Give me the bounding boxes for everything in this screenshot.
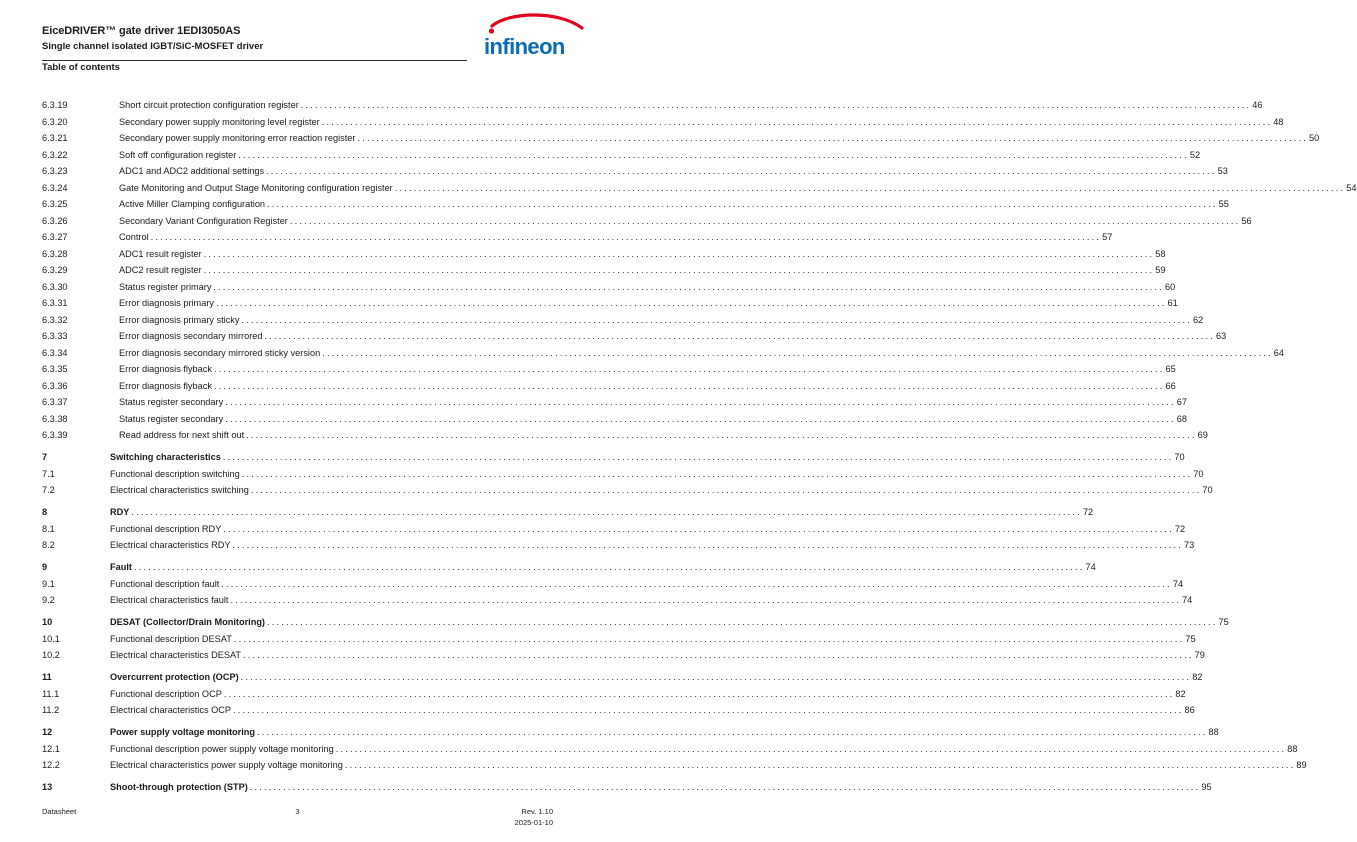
toc-entry-number: 6.3.31 — [42, 298, 68, 308]
toc-entry-page: 50 — [1308, 133, 1320, 143]
toc-entry[interactable] — [42, 363, 1176, 376]
toc-entry-number: 11 — [42, 672, 52, 682]
toc-entry-page: 63 — [1216, 331, 1227, 341]
toc-entry[interactable] — [42, 451, 1185, 464]
toc-entry-title: Overcurrent protection (OCP) — [110, 672, 239, 682]
toc-entry-page: 82 — [1192, 672, 1203, 682]
toc-entry-number: 6.3.21 — [42, 133, 68, 143]
toc-entry-title: Shoot-through protection (STP) — [110, 782, 248, 792]
toc-leader-dots: ........................................................................................................................................................................................................ — [221, 578, 1172, 589]
toc-entry-title: Status register primary — [119, 281, 212, 292]
toc-entry-title: Control — [119, 232, 149, 242]
toc-entry-number: 6.3.38 — [42, 413, 68, 424]
toc-entry-number: 10.2 — [42, 650, 60, 660]
toc-leader-dots: ........................................................................................................................................................................................................ — [223, 523, 1174, 534]
toc-entry-title: Functional description OCP — [110, 688, 222, 699]
toc-entry-title: Error diagnosis flyback — [119, 380, 212, 391]
toc-leader-dots: ........................................................................................................................................................................................................ — [267, 199, 1218, 209]
toc-entry-page: 75 — [1218, 617, 1229, 627]
toc-entry-number: 6.3.34 — [42, 347, 68, 358]
toc-entry-page: 82 — [1175, 688, 1186, 699]
toc-entry-title: Error diagnosis secondary mirrored sticky version — [119, 347, 321, 358]
toc-leader-dots: ........................................................................................................................................................................................................ — [233, 705, 1184, 715]
toc-entry-title: Status register secondary — [119, 413, 224, 424]
toc-entry-number: 8.2 — [42, 540, 55, 550]
toc-entry-page: 75 — [1185, 633, 1196, 644]
toc-entry-number: 7.2 — [42, 485, 55, 495]
document-title: EiceDRIVER™ gate driver 1EDI3050AS — [42, 25, 241, 37]
toc-leader-dots: ........................................................................................................................................................................................................ — [267, 617, 1218, 627]
toc-entry-number: 7.1 — [42, 468, 55, 479]
toc-entry-page: 56 — [1241, 215, 1252, 226]
toc-leader-dots: ........................................................................................................................................................................................................ — [250, 485, 1202, 495]
toc-entry[interactable] — [42, 248, 1166, 261]
toc-entry-title: Status register secondary — [119, 397, 224, 407]
toc-entry-title: RDY — [110, 507, 130, 517]
toc-entry-number: 6.3.25 — [42, 199, 68, 209]
toc-entry[interactable] — [42, 297, 1178, 310]
toc-entry[interactable] — [42, 347, 1284, 360]
toc-entry-page: 73 — [1184, 540, 1195, 550]
toc-entry-page: 88 — [1287, 743, 1298, 754]
toc-entry[interactable] — [42, 99, 1263, 112]
toc-entry-number: 13 — [42, 782, 53, 792]
toc-entry[interactable] — [42, 165, 1228, 178]
toc-entry[interactable] — [42, 561, 1096, 574]
toc-entry-title: Secondary power supply monitoring error reaction register — [119, 133, 356, 143]
toc-leader-dots: ........................................................................................................................................................................................................ — [256, 727, 1208, 737]
toc-leader-dots: ........................................................................................................................................................................................................ — [225, 397, 1176, 407]
toc-entry-title: Gate Monitoring and Output Stage Monitoring configuration register — [119, 182, 393, 193]
toc-entry-page: 53 — [1217, 166, 1228, 176]
toc-leader-dots: ........................................................................................................................................................................................................ — [241, 468, 1193, 479]
header-rule — [42, 60, 467, 61]
toc-entry-page: 68 — [1176, 413, 1187, 424]
toc-entry-page: 58 — [1155, 248, 1166, 259]
toc-entry[interactable] — [42, 523, 1186, 536]
toc-leader-dots: ........................................................................................................................................................................................................ — [321, 116, 1273, 127]
toc-leader-dots: ........................................................................................................................................................................................................ — [335, 743, 1287, 754]
toc-entry-title: Switching characteristics — [110, 452, 221, 462]
toc-entry-title: Functional description fault — [110, 578, 220, 589]
toc-entry[interactable] — [42, 539, 1195, 552]
toc-entry[interactable] — [42, 616, 1229, 629]
toc-leader-dots: ........................................................................................................................................................................................................ — [150, 232, 1102, 242]
toc-leader-dots: ........................................................................................................................................................................................................ — [249, 782, 1201, 792]
toc-entry-page: 55 — [1218, 199, 1229, 209]
toc-entry-page: 74 — [1182, 595, 1193, 605]
toc-entry-number: 12 — [42, 727, 53, 737]
toc-entry[interactable] — [42, 314, 1204, 327]
toc-entry[interactable] — [42, 594, 1193, 607]
toc-entry-title: Electrical characteristics OCP — [110, 705, 231, 715]
toc-entry-title: Electrical characteristics DESAT — [110, 650, 242, 660]
toc-leader-dots: ........................................................................................................................................................................................................ — [213, 281, 1164, 292]
toc-entry-number: 9.1 — [42, 578, 55, 589]
toc-leader-dots: ........................................................................................................................................................................................................ — [243, 650, 1194, 660]
toc-entry-page: 62 — [1193, 314, 1204, 325]
toc-entry[interactable] — [42, 330, 1227, 343]
toc-entry-title: Secondary Variant Configuration Register — [119, 215, 288, 226]
toc-entry-number: 9 — [42, 562, 48, 572]
toc-leader-dots: ........................................................................................................................................................................................................ — [213, 364, 1165, 374]
toc-entry[interactable] — [42, 215, 1252, 228]
toc-entry-number: 8 — [42, 507, 48, 517]
toc-entry-title: ADC1 result register — [119, 248, 202, 259]
toc-entry[interactable] — [42, 704, 1195, 717]
toc-entry-title: Electrical characteristics RDY — [110, 540, 231, 550]
toc-entry-number: 6.3.29 — [42, 265, 68, 275]
toc-entry-number: 7 — [42, 452, 48, 462]
toc-entry-number: 6.3.24 — [42, 182, 68, 193]
toc-entry-page: 61 — [1167, 298, 1178, 308]
toc-entry-page: 70 — [1193, 468, 1204, 479]
svg-text:infineon: infineon — [484, 34, 565, 59]
toc-entry-number: 6.3.28 — [42, 248, 68, 259]
toc-leader-dots: ........................................................................................................................................................................................................ — [289, 215, 1241, 226]
toc-entry[interactable] — [42, 281, 1176, 294]
toc-entry[interactable] — [42, 649, 1205, 662]
toc-entry-number: 6.3.19 — [42, 100, 68, 110]
section-label: Table of contents — [42, 62, 120, 73]
toc-entry-title: Soft off configuration register — [119, 149, 237, 160]
toc-entry-page: 66 — [1165, 380, 1176, 391]
toc-entry-page: 70 — [1174, 452, 1185, 462]
toc-leader-dots: ........................................................................................................................................................................................................ — [232, 540, 1184, 550]
toc-entry-title: ADC2 result register — [119, 265, 202, 275]
toc-leader-dots: ........................................................................................................................................................................................................ — [203, 248, 1155, 259]
toc-entry-page: 67 — [1176, 397, 1187, 407]
toc-leader-dots: ........................................................................................................................................................................................................ — [357, 133, 1308, 143]
toc-entry-page: 70 — [1202, 485, 1213, 495]
toc-entry-number: 10.1 — [42, 633, 60, 644]
toc-leader-dots: ........................................................................................................................................................................................................ — [133, 562, 1085, 572]
toc-entry-page: 72 — [1174, 523, 1186, 534]
toc-leader-dots: ........................................................................................................................................................................................................ — [230, 595, 1181, 605]
toc-entry-number: 11.1 — [42, 688, 60, 699]
toc-entry-title: DESAT (Collector/Drain Monitoring) — [110, 617, 265, 627]
toc-entry-title: Error diagnosis primary sticky — [119, 314, 240, 325]
toc-entry-page: 88 — [1208, 727, 1219, 737]
toc-leader-dots: ........................................................................................................................................................................................................ — [131, 507, 1082, 517]
toc-entry-number: 6.3.33 — [42, 331, 68, 341]
footer-date: 2025-01-10 — [514, 818, 553, 827]
toc-entry-page: 72 — [1082, 507, 1094, 517]
toc-entry[interactable] — [42, 506, 1094, 519]
toc-entry-title: Electrical characteristics switching — [110, 485, 249, 495]
toc-leader-dots: ........................................................................................................................................................................................................ — [223, 688, 1175, 699]
toc-entry[interactable] — [42, 380, 1176, 393]
document-header — [42, 24, 467, 53]
toc-entry[interactable] — [42, 149, 1201, 162]
toc-entry-number: 6.3.22 — [42, 149, 68, 160]
toc-leader-dots: ........................................................................................................................................................................................................ — [300, 100, 1252, 110]
toc-entry-title: Short circuit protection configuration register — [119, 100, 299, 110]
toc-entry[interactable] — [42, 264, 1166, 277]
toc-entry-title: ADC1 and ADC2 additional settings — [119, 166, 265, 176]
toc-entry-title: Read address for next shift out — [119, 430, 245, 440]
toc-entry-number: 6.3.32 — [42, 314, 68, 325]
toc-entry-number: 6.3.30 — [42, 281, 68, 292]
toc-leader-dots: ........................................................................................................................................................................................................ — [264, 331, 1216, 341]
toc-entry-number: 12.1 — [42, 743, 60, 754]
toc-entry-page: 57 — [1102, 232, 1113, 242]
toc-entry-number: 6.3.27 — [42, 232, 68, 242]
toc-entry-number: 8.1 — [42, 523, 55, 534]
toc-entry[interactable] — [42, 182, 1357, 195]
toc-entry[interactable] — [42, 781, 1212, 794]
toc-leader-dots: ........................................................................................................................................................................................................ — [222, 452, 1174, 462]
toc-entry[interactable] — [42, 633, 1196, 646]
toc-entry-title: Active Miller Clamping configuration — [119, 199, 266, 209]
toc-leader-dots: ........................................................................................................................................................................................................ — [215, 298, 1167, 308]
toc-entry[interactable] — [42, 484, 1213, 497]
toc-entry-number: 6.3.37 — [42, 397, 68, 407]
toc-entry-title: Functional description power supply voltage monitoring — [110, 743, 334, 754]
toc-entry[interactable] — [42, 468, 1204, 481]
toc-entry-number: 10 — [42, 617, 53, 627]
toc-entry-page: 48 — [1273, 116, 1284, 127]
toc-leader-dots: ........................................................................................................................................................................................................ — [233, 633, 1185, 644]
toc-entry-page: 89 — [1296, 760, 1307, 770]
toc-entry-number: 9.2 — [42, 595, 55, 605]
toc-entry[interactable] — [42, 429, 1208, 442]
toc-entry-page: 60 — [1164, 281, 1176, 292]
toc-entry-title: Functional description DESAT — [110, 633, 232, 644]
toc-entry-page: 59 — [1155, 265, 1166, 275]
toc-entry-title: Electrical characteristics fault — [110, 595, 229, 605]
toc-entry-number: 6.3.36 — [42, 380, 68, 391]
toc-entry-number: 6.3.39 — [42, 430, 68, 440]
toc-leader-dots: ........................................................................................................................................................................................................ — [225, 413, 1176, 424]
toc-entry-number: 6.3.23 — [42, 166, 68, 176]
toc-entry-number: 6.3.26 — [42, 215, 68, 226]
footer-page-number: 3 — [295, 807, 300, 816]
toc-entry[interactable] — [42, 116, 1284, 129]
toc-entry[interactable] — [42, 578, 1184, 591]
toc-entry-title: Functional description switching — [110, 468, 240, 479]
toc-entry[interactable] — [42, 132, 1320, 145]
toc-entry-title: Electrical characteristics power supply voltage monitoring — [110, 760, 343, 770]
toc-entry-title: Error diagnosis flyback — [119, 364, 212, 374]
toc-entry-title: Error diagnosis primary — [119, 298, 214, 308]
toc-entry-title: Fault — [110, 562, 132, 572]
toc-entry-number: 6.3.35 — [42, 364, 68, 374]
toc-entry-page: 69 — [1197, 430, 1208, 440]
infineon-logo — [478, 14, 588, 64]
toc-entry-number: 11.2 — [42, 705, 60, 715]
toc-entry-title: Error diagnosis secondary mirrored — [119, 331, 263, 341]
toc-entry[interactable] — [42, 413, 1187, 426]
toc-leader-dots: ........................................................................................................................................................................................................ — [246, 430, 1197, 440]
toc-entry-number: 6.3.20 — [42, 116, 68, 127]
footer-doc-type: Datasheet — [42, 807, 77, 816]
toc-leader-dots: ........................................................................................................................................................................................................ — [266, 166, 1217, 176]
toc-entry-page: 46 — [1252, 100, 1263, 110]
toc-entry-page: 74 — [1085, 562, 1096, 572]
document-subtitle: Single channel isolated IGBT/SiC-MOSFET driver — [42, 41, 264, 52]
toc-entry[interactable] — [42, 671, 1203, 684]
toc-entry-title: Functional description RDY — [110, 523, 222, 534]
toc-entry-number: 12.2 — [42, 760, 60, 770]
toc-entry[interactable] — [42, 688, 1186, 701]
toc-entry[interactable] — [42, 759, 1307, 772]
toc-entry-title: Power supply voltage monitoring — [110, 727, 255, 737]
toc-entry[interactable] — [42, 231, 1113, 244]
toc-leader-dots: ........................................................................................................................................................................................................ — [238, 149, 1189, 160]
toc-entry-page: 95 — [1201, 782, 1212, 792]
toc-entry-page: 64 — [1273, 347, 1284, 358]
footer-rev: Rev. 1.10 — [521, 807, 553, 816]
toc-entry-page: 54 — [1346, 182, 1357, 193]
toc-entry-page: 79 — [1194, 650, 1205, 660]
toc-entry[interactable] — [42, 198, 1229, 211]
toc-leader-dots: ........................................................................................................................................................................................................ — [394, 182, 1346, 193]
footer-revision — [515, 806, 553, 828]
toc-leader-dots: ........................................................................................................................................................................................................ — [344, 760, 1296, 770]
toc-entry-title: Secondary power supply monitoring level register — [119, 116, 320, 127]
toc-leader-dots: ........................................................................................................................................................................................................ — [322, 347, 1273, 358]
toc-entry-page: 65 — [1165, 364, 1176, 374]
toc-entry[interactable] — [42, 743, 1298, 756]
toc-leader-dots: ........................................................................................................................................................................................................ — [240, 672, 1192, 682]
toc-leader-dots: ........................................................................................................................................................................................................ — [203, 265, 1155, 275]
toc-leader-dots: ........................................................................................................................................................................................................ — [213, 380, 1165, 391]
toc-leader-dots: ........................................................................................................................................................................................................ — [241, 314, 1193, 325]
toc-entry-page: 74 — [1172, 578, 1184, 589]
toc-entry-page: 86 — [1184, 705, 1195, 715]
toc-entry[interactable] — [42, 396, 1187, 409]
toc-entry-page: 52 — [1189, 149, 1201, 160]
toc-entry[interactable] — [42, 726, 1219, 739]
